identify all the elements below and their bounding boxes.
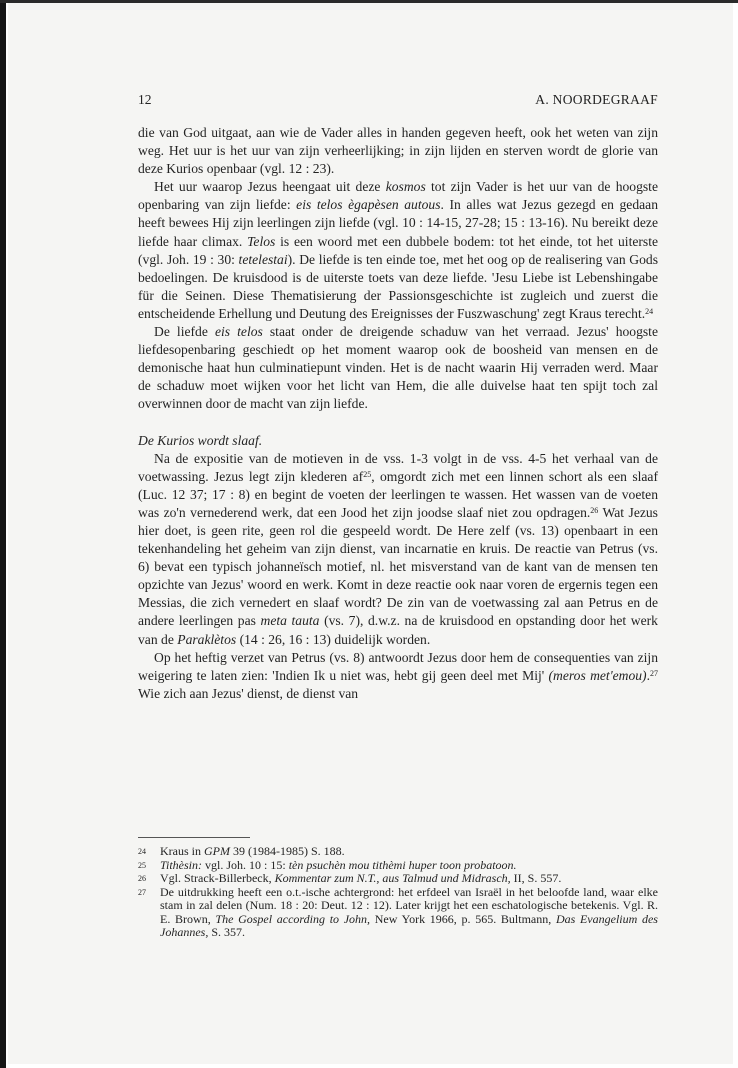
running-header <box>138 92 658 110</box>
text-run: (vs. 7), d.w.z. na de kruisdood en opstanding door het werk van de <box>138 613 658 647</box>
italic-term: (meros met'emou) <box>548 667 647 683</box>
footnote-text <box>160 859 658 873</box>
footnote-ref: 26 <box>590 505 599 515</box>
italic-term: Telos <box>247 233 276 249</box>
footnote-marker: 25 <box>138 860 146 870</box>
text-run: Wat Jezus hier doet, is geen rite, geen rol die gespeeld wordt. De Here zelf (vs. 13) openbaart in een tekenhandeling het geheim van zijn dienst, van incarnatie en kruis. De reactie van Petrus (vs. 6) bevat een typisch johanneïsch motief, nl. het misverstand van de kant van de mensen ten opzichte van Jezus' woord en werk. Komt in deze reactie ook naar voren de ergernis tegen een Messias, die zich vernedert en slaaf wordt? De zin van de voetwassing zal aan Petrus en de andere leerlingen pas <box>138 504 658 629</box>
italic-term: kosmos <box>385 179 426 195</box>
footnotes <box>138 845 658 940</box>
text-run: (14 : 26, 16 : 13) duidelijk worden. <box>236 631 431 647</box>
paragraph <box>138 649 658 703</box>
text-run: De uitdrukking heeft een o.t.-ische achtergrond: het erfdeel van Israël in het beloofde land, waar elke stam in zal delen (Num. 18 : 20: Deut. 12 : 12). Later krijgt het een eschatologische betekenis. Vgl. R. E. Brown, <box>160 884 658 926</box>
text-run: die van God uitgaat, aan wie de Vader alles in handen gegeven heeft, ook het weten van zijn weg. Het uur is het uur van zijn verheerlijking; in zijn lijden en sterven wordt de glorie van deze Kurios openbaar (vgl. 12 : 23). <box>138 125 658 177</box>
footnote-ref: 25 <box>363 469 372 479</box>
italic-term: tèn psuchèn mou tithèmi huper toon probatoon. <box>288 857 517 872</box>
body-text <box>138 124 658 703</box>
text-run: Na de expositie van de motieven in de vss. 1-3 volgt in de vss. 4-5 het verhaal van de voetwassing. Jezus legt zijn klederen af <box>138 450 658 484</box>
italic-term: Paraklètos <box>177 631 237 647</box>
footnote <box>138 886 658 940</box>
text-run: New York 1966, p. 565. Bultmann, <box>370 911 556 926</box>
text-run: 39 (1984-1985) S. 188. <box>230 844 345 858</box>
italic-term: eis telos <box>214 324 263 340</box>
italic-term: Kommentar zum N.T., aus Talmud und Midrasch, <box>274 871 511 885</box>
text-run: , omgordt zich met een linnen schort als een slaaf (Luc. 12 37; 17 : 8) en begint de voeten der leerlingen te wassen. Het wassen van de voeten was zo'n vernederend werk, dat een Jood het zijn joodse slaaf niet zou opdragen. <box>138 468 658 520</box>
text-run: . In alles wat Jezus gezegd en gedaan heeft bewees Hij zijn leerlingen zijn liefde (vgl. 10 : 14-15, 27-28; 15 : 13-16). Nu bereikt deze liefde haar climax. <box>138 197 659 249</box>
footnote-ref: 27 <box>650 668 658 678</box>
italic-term: The Gospel according to John, <box>215 911 371 926</box>
text-run: II, S. 557. <box>510 871 562 885</box>
text-run: Het uur waarop Jezus heengaat uit deze <box>154 179 386 195</box>
paragraph <box>138 450 658 649</box>
section-heading: De Kurios wordt slaaf. <box>138 432 263 448</box>
text-run: De liefde <box>154 324 215 340</box>
text-run: Wie zich aan Jezus' dienst, de dienst van <box>138 685 359 701</box>
page-number: 12 <box>138 92 152 107</box>
footnote <box>138 872 658 886</box>
footnote <box>138 845 658 859</box>
footnote-text <box>160 845 658 859</box>
italic-term: eis telos ègapèsen autous <box>296 197 441 213</box>
footnote-ref: 24 <box>645 306 654 316</box>
text-run: staat onder de dreigende schaduw van het verraad. Jezus' hoogste liefdesopenbaring geschiedt op het moment waarop ook de boosheid van mensen en de demonische haat hun culminatiepunt vinden. Het is de nacht waarin Hij verraden werd. Maar de schaduw moet wijken voor het licht van Hem, die alle duivelse haat ten spijt toch zal overwinnen door de macht van zijn liefde. <box>138 324 658 412</box>
scan-edge-left <box>0 0 6 1068</box>
paragraph <box>138 323 658 413</box>
footnote-marker: 24 <box>138 847 146 856</box>
text-run: Vgl. Strack-Billerbeck, <box>160 871 275 885</box>
paragraph <box>138 178 658 323</box>
text-run: is een woord met een dubbele bodem: tot het einde, tot het uiterste (vgl. Joh. 19 : 30: <box>138 233 659 267</box>
italic-term: meta tauta <box>260 613 320 629</box>
text-run: Op het heftig verzet van Petrus (vs. 8) antwoordt Jezus door hem de consequenties van zijn weigering te laten zien: 'Indien Ik u niet was, hebt gij geen deel met Mij' <box>138 649 658 683</box>
text-run: ). De liefde is ten einde toe, met het oog op de realisering van Gods bedoelingen. De kruisdood is de uiterste toets van deze liefde. 'Jesu Liebe ist Lebenshingabe für die Seinen. Diese Thematisierung der Passionsgeschichte ist zugleich und zuerst die entscheidende Erhellung und Deutung des Ereignisses der Fuszwaschung' zegt Kraus terecht. <box>138 251 658 321</box>
text-run: Kraus in <box>160 844 204 858</box>
running-head-author: A. NOORDEGRAAF <box>535 92 658 107</box>
italic-term: tetelestai <box>238 251 288 267</box>
text-run: tot zijn Vader is het uur van de hoogste openbaring van zijn liefde: <box>138 179 658 213</box>
footnote-text <box>160 886 658 940</box>
footnote-rule <box>138 837 250 838</box>
text-run: vgl. Joh. 10 : 15: <box>202 857 289 872</box>
italic-term: Tithèsin: <box>160 857 203 872</box>
italic-term: GPM <box>204 844 230 858</box>
text-run: . <box>646 667 650 683</box>
text-run: S. 357. <box>208 925 246 939</box>
italic-term: Das Evangelium des Johannes, <box>160 911 658 939</box>
footnote-marker: 27 <box>138 887 146 897</box>
footnote <box>138 859 658 873</box>
paragraph <box>138 124 658 178</box>
footnote-text <box>160 872 658 886</box>
footnote-marker: 26 <box>138 874 146 883</box>
